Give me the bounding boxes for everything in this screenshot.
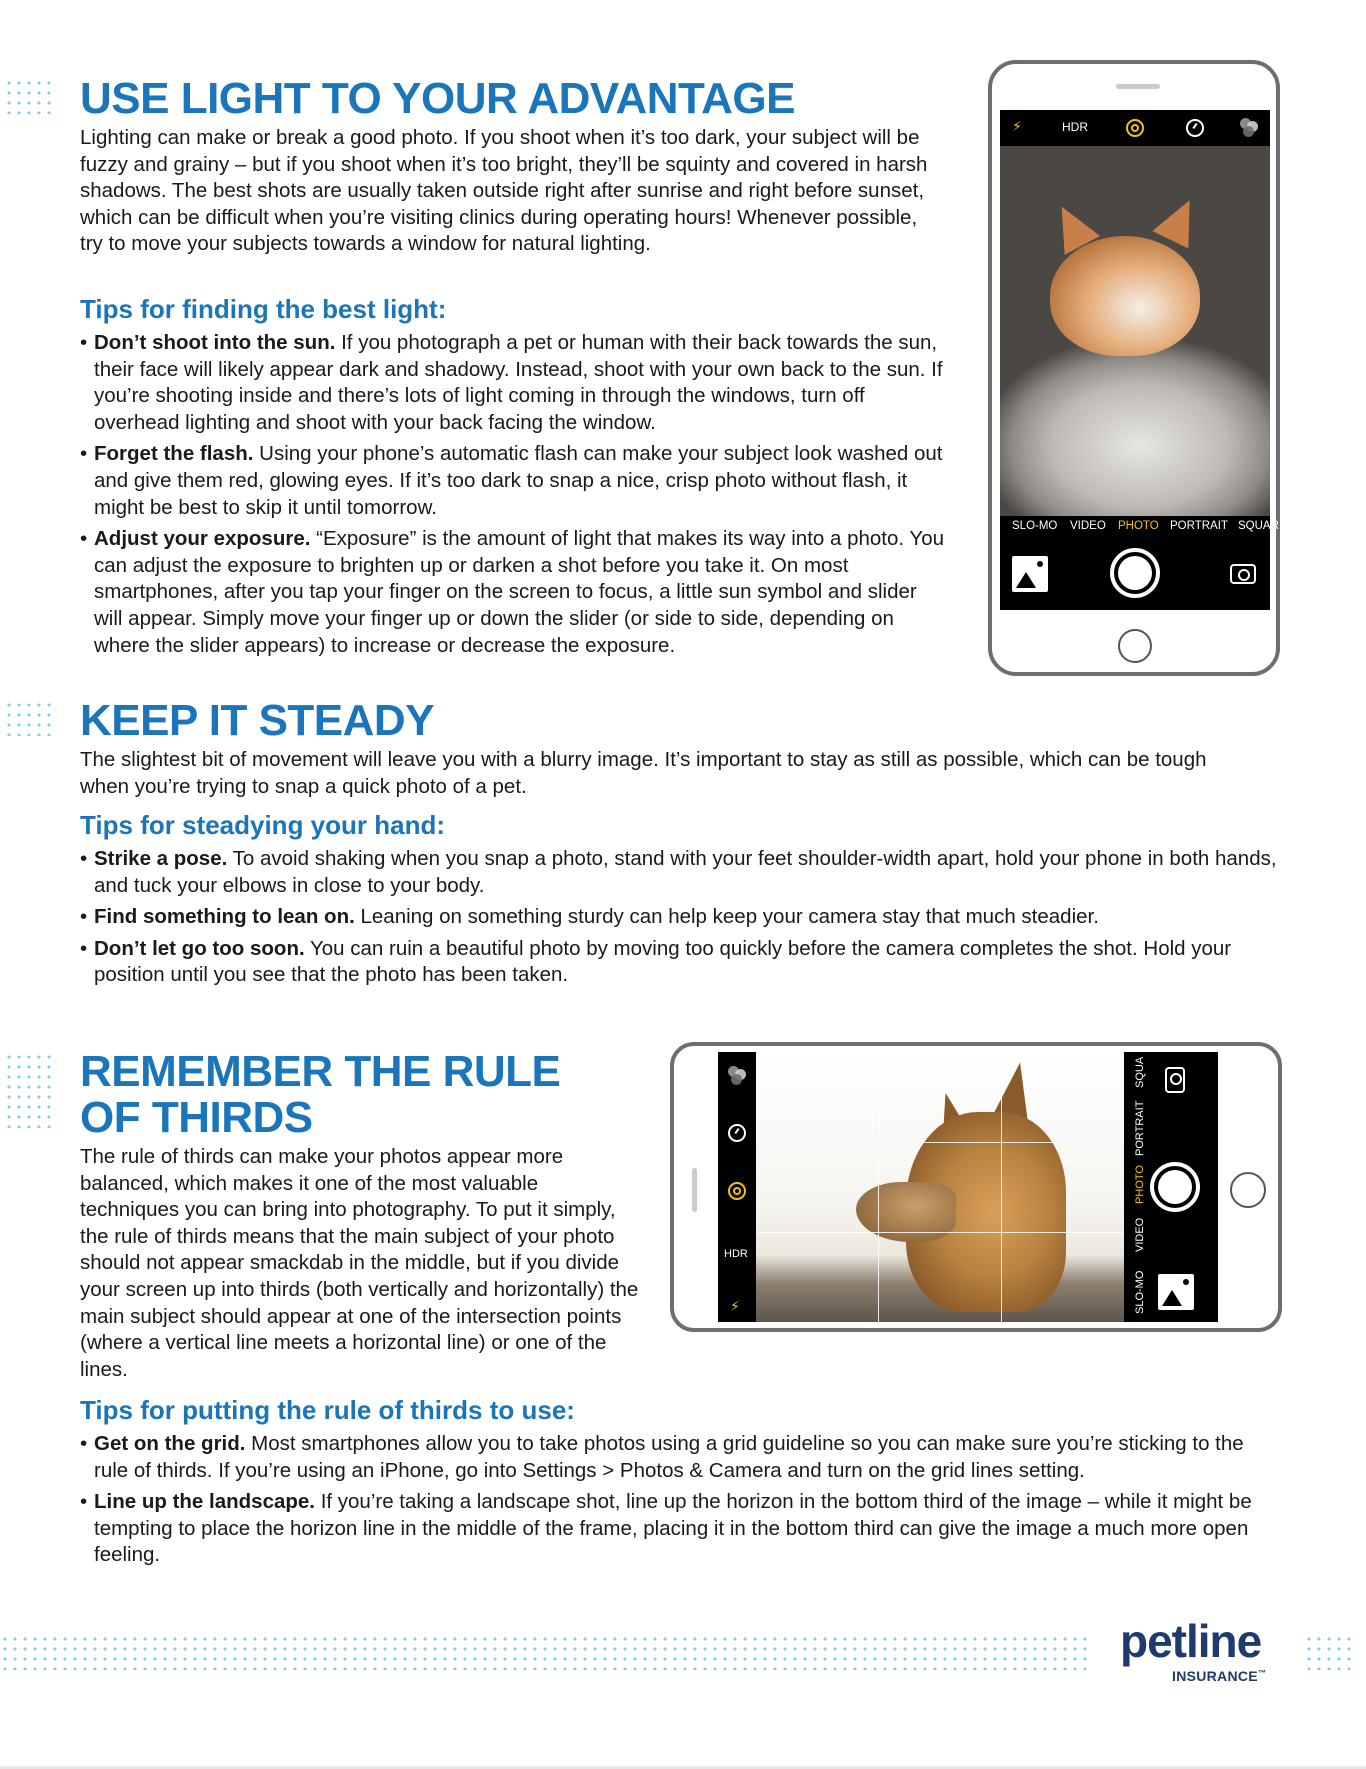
section-intro-light: Lighting can make or break a good photo. If you shoot when it’s too dark, your subject will be fuzzy and grainy – but if you shoot when it’s too bright, they’ll be squinty and covered in harsh shadows. The best shots are usually taken outside right after sunrise and right before sunset, which can be difficult when you’re visiting clinics during operating hours! Whenever possible, try to move your subjects towards a window for natural lighting. xyxy=(80,126,928,256)
tips-list-steady xyxy=(80,846,1280,994)
mode-video[interactable]: VIDEO xyxy=(1070,520,1106,532)
list-item xyxy=(80,936,1280,989)
petline-logo: petline xyxy=(1120,1615,1262,1667)
mode-slomo[interactable]: SLO-MO xyxy=(1012,520,1058,532)
grid-line xyxy=(1001,1052,1002,1322)
dot-pattern-footer-left xyxy=(0,1634,1092,1670)
camera-flip-icon[interactable] xyxy=(1230,564,1256,584)
flash-icon: ⚡ xyxy=(1012,118,1022,134)
tip-text: You can ruin a beautiful photo by moving too quickly before the camera completes the shot. Hold your position until you see that the photo has been taken. xyxy=(94,936,1232,987)
mode-photo[interactable]: PHOTO xyxy=(1134,1165,1146,1204)
speaker-icon xyxy=(692,1168,697,1212)
speaker-icon xyxy=(1116,84,1160,89)
camera-screen xyxy=(1000,110,1279,610)
tip-lead: Strike a pose. xyxy=(94,847,228,870)
mode-slomo[interactable]: SLO-MO xyxy=(1134,1270,1146,1314)
list-item xyxy=(80,1489,1280,1569)
cat-photo xyxy=(1000,146,1270,516)
filters-icon xyxy=(728,1066,748,1086)
cat-ear xyxy=(1152,191,1207,248)
mode-portrait[interactable]: PORTRAIT xyxy=(1134,1100,1146,1156)
list-item xyxy=(80,441,950,521)
hdr-label: HDR xyxy=(724,1248,748,1260)
mode-square[interactable]: SQUA xyxy=(1134,1056,1146,1088)
tip-text: If you photograph a pet or human with their back towards the sun, their face will likely appear dark and shadowy. Instead, shoot with your own back to the sun. If you’re shooting inside and there’s lots of light coming in through the windows, turn off overhead lighting and shoot with your back facing the window. xyxy=(94,331,943,434)
section-intro-steady: The slightest bit of movement will leave you with a blurry image. It’s important to stay as still as possible, which can be tough when you’re trying to snap a quick photo of a pet. xyxy=(80,748,1207,798)
phone-portrait-illustration xyxy=(988,60,1280,676)
timer-icon xyxy=(728,1124,746,1142)
dot-pattern-3 xyxy=(4,1052,52,1128)
grid-line xyxy=(878,1052,879,1322)
tips-list-thirds xyxy=(80,1431,1280,1574)
tip-text: “Exposure” is the amount of light that makes its way into a photo. You can adjust the exposure to brighten up or darken a shot before you take it. On most smartphones, after you tap your finger on the screen to focus, a little sun symbol and slider will appear. Simply move your finger up or down the slider (or side to side, depending on where the slider appears) to increase or decrease the exposure. xyxy=(94,527,945,657)
tip-lead: Forget the flash. xyxy=(94,442,254,466)
cat-head xyxy=(1050,236,1200,356)
section-title-light: USE LIGHT TO YOUR ADVANTAGE xyxy=(80,74,795,123)
camera-flip-icon[interactable] xyxy=(1165,1067,1185,1093)
tips-heading-steady: Tips for steadying your hand: xyxy=(80,810,446,840)
mode-square[interactable]: SQUAR xyxy=(1238,520,1279,532)
grid-line xyxy=(756,1232,1124,1233)
logo-tm: ™ xyxy=(1257,1668,1267,1678)
shutter-button[interactable] xyxy=(1150,1162,1200,1212)
home-button xyxy=(1118,629,1152,663)
section-title-thirds-line1: REMEMBER THE RULE xyxy=(80,1047,561,1096)
live-photo-icon xyxy=(728,1182,746,1200)
tips-heading-thirds: Tips for putting the rule of thirds to use: xyxy=(80,1395,575,1425)
tip-text: Leaning on something sturdy can help keep your camera stay that much steadier. xyxy=(354,905,1099,929)
list-item xyxy=(80,526,950,659)
tips-list-light xyxy=(80,330,950,664)
tip-text: Using your phone’s automatic flash can make your subject look washed out and give them red, glowing eyes. If it’s too dark to snap a nice, crisp photo without flash, it might be best to skip it until tomorrow. xyxy=(94,442,943,519)
mode-video[interactable]: VIDEO xyxy=(1134,1217,1146,1252)
tips-heading-light: Tips for finding the best light: xyxy=(80,294,447,324)
tip-text: To avoid shaking when you snap a photo, stand with your feet shoulder-width apart, hold your phone in both hands, and tuck your elbows in close to your body. xyxy=(94,847,1277,897)
section-title-steady: KEEP IT STEADY xyxy=(80,696,435,745)
camera-screen xyxy=(718,1052,1218,1322)
filters-icon xyxy=(1240,118,1260,138)
tip-lead: Adjust your exposure. xyxy=(94,527,311,551)
gallery-thumbnail-icon[interactable] xyxy=(1012,556,1048,592)
dog-snout xyxy=(856,1182,956,1242)
tip-text: Most smartphones allow you to take photos using a grid guideline so you can make sure you’re sticking to the rule of thirds. If you’re using an iPhone, go into Settings > Photos & Camera and turn on the grid lines setting. xyxy=(94,1432,1244,1482)
mode-portrait[interactable]: PORTRAIT xyxy=(1170,520,1228,532)
dot-pattern-2 xyxy=(4,700,52,736)
tip-lead: Don’t let go too soon. xyxy=(94,936,305,960)
list-item xyxy=(80,846,1280,899)
tip-lead: Line up the landscape. xyxy=(94,1490,315,1514)
gallery-thumbnail-icon[interactable] xyxy=(1158,1274,1194,1310)
logo-sub-text: INSURANCE xyxy=(1172,1668,1258,1684)
home-button xyxy=(1230,1172,1266,1208)
section-intro-thirds: The rule of thirds can make your photos appear more balanced, which makes it one of the most valuable techniques you can bring into photography. To put it simply, the rule of thirds means that the main subject of your photo should not appear smackdab in the middle, but if you divide your screen up into thirds (both vertically and horizontally) the main subject should appear at one of the intersection points (where a vertical line meets a horizontal line) or one of the lines. xyxy=(80,1145,639,1381)
timer-icon xyxy=(1186,119,1204,137)
camera-topbar xyxy=(1000,110,1270,146)
section-title-thirds-line2: OF THIRDS xyxy=(80,1093,313,1142)
dot-pattern-1 xyxy=(4,78,52,114)
list-item xyxy=(80,330,950,436)
petline-logo-sub xyxy=(1172,1668,1266,1684)
hdr-label: HDR xyxy=(1062,120,1088,134)
list-item xyxy=(80,1431,1280,1484)
tip-lead: Get on the grid. xyxy=(94,1432,246,1455)
flash-icon: ⚡ xyxy=(730,1298,740,1314)
list-item xyxy=(80,904,1280,931)
mode-photo[interactable]: PHOTO xyxy=(1118,520,1159,532)
shutter-button[interactable] xyxy=(1110,548,1160,598)
grid-line xyxy=(756,1142,1124,1143)
tip-lead: Don’t shoot into the sun. xyxy=(94,331,336,354)
tip-text: If you’re taking a landscape shot, line up the horizon in the bottom third of the image – while it might be tempting to place the horizon line in the middle of the frame, placing it in the bottom third can give the image a much more open feeling. xyxy=(94,1490,1252,1567)
live-photo-icon xyxy=(1126,119,1144,137)
dog-photo xyxy=(756,1052,1124,1322)
dot-pattern-footer-right xyxy=(1304,1634,1354,1670)
phone-landscape-illustration xyxy=(670,1042,1282,1332)
tip-lead: Find something to lean on. xyxy=(94,905,355,929)
